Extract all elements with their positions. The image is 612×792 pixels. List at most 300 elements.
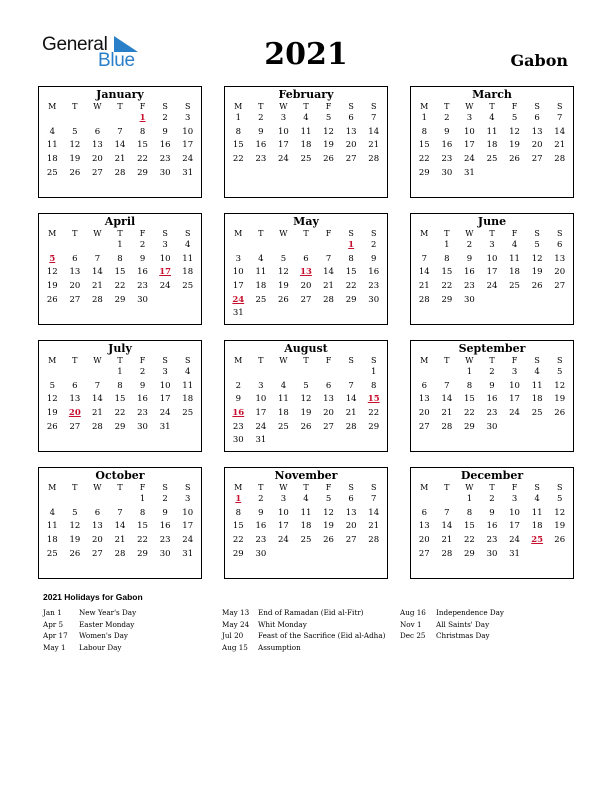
empty-day: [250, 366, 273, 380]
weekday-header: S: [348, 483, 354, 492]
weekday-header: M: [420, 483, 429, 492]
day: 1: [117, 367, 123, 377]
empty-day: [64, 112, 87, 126]
day: 31: [159, 421, 171, 432]
weekday-header: S: [556, 483, 563, 492]
day: 25: [46, 548, 58, 559]
day: 16: [255, 521, 267, 532]
weekday-header: S: [348, 102, 354, 111]
day: 23: [255, 535, 267, 546]
day: 19: [46, 408, 58, 419]
day: 18: [46, 154, 58, 165]
day: 27: [323, 421, 334, 432]
weekday-header: S: [184, 102, 191, 111]
holiday-name: New Year's Day: [79, 608, 137, 617]
day: 18: [182, 394, 194, 405]
day: 4: [184, 367, 191, 377]
day: 24: [159, 408, 171, 419]
day: 8: [117, 380, 123, 391]
day: 17: [464, 140, 475, 151]
day: 9: [370, 253, 377, 264]
day: 4: [534, 494, 540, 504]
day: 13: [554, 253, 566, 264]
weekday-header: M: [420, 229, 429, 238]
day: 21: [441, 535, 453, 546]
holiday-day: 25: [531, 535, 544, 546]
day: 30: [464, 294, 475, 305]
month-title: December: [460, 469, 524, 482]
day: 20: [345, 521, 357, 532]
day: 11: [182, 380, 194, 391]
day: 14: [345, 394, 357, 405]
day: 10: [159, 380, 171, 391]
day: 19: [69, 535, 81, 546]
weekday-header: S: [162, 483, 168, 492]
month-november: [224, 467, 388, 579]
day: 16: [137, 267, 148, 278]
day: 9: [489, 507, 495, 518]
day: 5: [325, 494, 332, 504]
day: 10: [486, 253, 498, 264]
weekday-header: S: [184, 356, 191, 365]
day: 5: [534, 240, 540, 250]
day: 3: [162, 240, 168, 250]
month-grid: [39, 482, 201, 563]
holiday-date: Nov 1: [400, 619, 422, 629]
day: 25: [182, 281, 194, 292]
holiday-day: 16: [232, 408, 245, 419]
day: 26: [69, 548, 81, 559]
day: 1: [139, 494, 146, 504]
day: 22: [464, 535, 475, 546]
month-january: [38, 86, 202, 198]
day: 29: [368, 421, 380, 432]
holiday-day: 1: [348, 240, 355, 250]
day: 9: [258, 507, 264, 518]
weekday-header: T: [72, 102, 78, 111]
day: 16: [441, 140, 453, 151]
day: 18: [46, 535, 58, 546]
day: 3: [258, 380, 264, 391]
day: 18: [182, 267, 194, 278]
day: 24: [182, 535, 194, 546]
day: 21: [345, 408, 357, 419]
empty-day: [413, 366, 436, 380]
day: 27: [69, 294, 81, 305]
weekday-header: T: [303, 229, 309, 238]
day: 9: [162, 126, 168, 137]
day: 15: [114, 394, 126, 405]
day: 29: [137, 548, 148, 559]
weekday-header: T: [489, 356, 495, 365]
day: 6: [94, 126, 101, 137]
day: 30: [159, 548, 171, 559]
day: 12: [300, 394, 312, 405]
day: 19: [46, 281, 58, 292]
day: 15: [418, 140, 430, 151]
month-grid: [225, 482, 387, 563]
day: 7: [117, 126, 123, 137]
day: 25: [531, 408, 543, 419]
day: 12: [278, 267, 289, 278]
empty-day: [272, 239, 295, 253]
day: 2: [370, 240, 377, 250]
day: 2: [162, 494, 168, 504]
day: 16: [159, 140, 171, 151]
day: 20: [323, 408, 334, 419]
weekday-header: W: [465, 229, 474, 238]
day: 4: [489, 113, 495, 123]
day: 14: [368, 507, 380, 518]
weekday-header: W: [279, 229, 288, 238]
day: 5: [303, 380, 309, 391]
month-august: [224, 340, 388, 452]
day: 29: [114, 421, 126, 432]
day: 2: [162, 113, 168, 123]
day: 24: [464, 154, 475, 165]
day: 26: [46, 294, 58, 305]
logo-text-blue: Blue: [98, 50, 135, 71]
day: 16: [486, 394, 498, 405]
day: 10: [464, 126, 475, 137]
day: 14: [441, 394, 453, 405]
day: 26: [300, 421, 312, 432]
day: 3: [466, 113, 473, 123]
day: 11: [182, 253, 194, 264]
weekday-header: T: [258, 356, 264, 365]
day: 28: [92, 294, 103, 305]
month-grid: [225, 355, 387, 450]
day: 11: [300, 507, 312, 518]
day: 18: [255, 281, 267, 292]
weekday-header: F: [325, 483, 332, 492]
weekday-header: T: [444, 356, 450, 365]
day: 10: [159, 253, 171, 264]
day: 27: [531, 154, 543, 165]
day: 16: [137, 394, 148, 405]
month-title: August: [284, 342, 328, 355]
day: 6: [94, 507, 101, 518]
day: 8: [421, 126, 427, 137]
day: 24: [255, 421, 267, 432]
day: 10: [182, 507, 194, 518]
weekday-header: T: [117, 229, 123, 238]
day: 9: [444, 126, 450, 137]
day: 1: [235, 113, 241, 123]
day: 28: [114, 548, 126, 559]
holiday-date: Jul 20: [222, 631, 244, 641]
day: 28: [554, 154, 566, 165]
day: 29: [464, 421, 475, 432]
day: 13: [92, 521, 103, 532]
month-title: September: [458, 342, 526, 355]
day: 7: [348, 380, 354, 391]
day: 28: [441, 548, 453, 559]
day: 7: [421, 253, 427, 264]
day: 3: [511, 367, 518, 377]
day: 27: [418, 421, 430, 432]
day: 30: [137, 421, 148, 432]
weekday-header: F: [139, 102, 146, 111]
day: 8: [348, 253, 354, 264]
weekday-header: W: [93, 356, 102, 365]
day: 4: [280, 380, 287, 391]
day: 14: [114, 140, 126, 151]
empty-day: [41, 366, 64, 380]
holiday-date: May 13: [222, 608, 250, 617]
day: 26: [531, 281, 543, 292]
day: 10: [232, 267, 244, 278]
day: 28: [441, 421, 453, 432]
day: 23: [368, 281, 380, 292]
weekday-header: T: [258, 102, 264, 111]
day: 17: [278, 140, 289, 151]
day: 26: [69, 167, 81, 178]
holiday-name: Easter Monday: [79, 619, 135, 629]
day: 29: [345, 294, 357, 305]
day: 17: [486, 267, 498, 278]
day: 19: [323, 140, 334, 151]
holiday-name: Labour Day: [79, 643, 122, 653]
weekday-header: M: [48, 483, 57, 492]
day: 12: [554, 507, 566, 518]
day: 4: [184, 240, 191, 250]
day: 21: [441, 408, 453, 419]
day: 7: [325, 253, 332, 264]
day: 26: [323, 154, 334, 165]
day: 29: [232, 548, 244, 559]
day: 26: [323, 535, 334, 546]
month-title: February: [278, 88, 334, 101]
weekday-header: F: [139, 229, 146, 238]
weekday-header: F: [325, 356, 332, 365]
day: 28: [368, 535, 380, 546]
day: 15: [232, 521, 244, 532]
day: 31: [182, 548, 194, 559]
day: 3: [184, 113, 191, 123]
day: 13: [92, 140, 103, 151]
holiday-date: Aug 15: [222, 643, 248, 653]
month-grid: [411, 482, 573, 563]
day: 28: [345, 421, 357, 432]
day: 16: [159, 521, 171, 532]
empty-day: [295, 239, 318, 253]
month-february: [224, 86, 388, 198]
weekday-header: F: [325, 102, 332, 111]
day: 11: [46, 521, 58, 532]
day: 5: [325, 113, 332, 123]
day: 1: [444, 240, 450, 250]
day: 15: [464, 521, 475, 532]
holiday-day: 20: [68, 408, 81, 419]
weekday-header: F: [511, 102, 518, 111]
empty-day: [41, 493, 64, 507]
day: 30: [137, 294, 148, 305]
day: 4: [303, 113, 309, 123]
holiday-date: May 24: [222, 619, 250, 629]
holiday-name: Assumption: [258, 643, 301, 653]
weekday-header: W: [93, 102, 102, 111]
weekday-header: S: [556, 102, 563, 111]
weekday-header: S: [348, 229, 354, 238]
day: 27: [418, 548, 430, 559]
day: 29: [114, 294, 126, 305]
day: 11: [46, 140, 58, 151]
holiday-day: 1: [139, 113, 146, 123]
empty-day: [64, 366, 87, 380]
month-title: April: [104, 215, 136, 228]
day: 13: [345, 507, 357, 518]
day: 20: [300, 281, 312, 292]
day: 15: [345, 267, 357, 278]
weekday-header: S: [348, 356, 354, 365]
weekday-header: T: [72, 356, 78, 365]
day: 21: [92, 281, 103, 292]
day: 26: [278, 294, 289, 305]
day: 9: [139, 253, 146, 264]
day: 6: [534, 113, 540, 123]
empty-day: [227, 239, 250, 253]
weekday-header: T: [72, 483, 78, 492]
day: 29: [418, 167, 430, 178]
day: 2: [489, 494, 495, 504]
weekday-header: F: [325, 229, 332, 238]
holiday-day: 15: [367, 394, 380, 405]
weekday-header: S: [556, 229, 563, 238]
day: 11: [278, 394, 289, 405]
day: 30: [368, 294, 380, 305]
day: 30: [232, 435, 244, 446]
empty-day: [317, 366, 340, 380]
empty-day: [109, 493, 132, 507]
weekday-header: S: [162, 229, 168, 238]
holiday-name: Women's Day: [79, 631, 128, 641]
day: 24: [509, 535, 520, 546]
day: 12: [46, 394, 58, 405]
day: 20: [418, 535, 430, 546]
day: 26: [46, 421, 58, 432]
day: 7: [444, 380, 450, 391]
weekday-header: W: [465, 102, 474, 111]
calendar-year: 2021: [264, 37, 348, 72]
month-title: March: [472, 88, 512, 101]
weekday-header: W: [93, 229, 102, 238]
empty-day: [86, 366, 109, 380]
day: 18: [531, 394, 543, 405]
month-october: [38, 467, 202, 579]
day: 22: [137, 154, 148, 165]
day: 29: [137, 167, 148, 178]
day: 16: [464, 267, 475, 278]
day: 11: [255, 267, 267, 278]
day: 30: [441, 167, 453, 178]
day: 20: [92, 535, 103, 546]
day: 12: [323, 126, 334, 137]
weekday-header: M: [420, 102, 429, 111]
day: 15: [232, 140, 244, 151]
empty-day: [413, 493, 436, 507]
holiday-name: All Saints' Day: [436, 619, 490, 629]
day: 24: [159, 281, 171, 292]
day: 5: [556, 494, 563, 504]
day: 15: [464, 394, 475, 405]
day: 5: [72, 126, 78, 137]
day: 22: [232, 154, 244, 165]
empty-day: [41, 239, 64, 253]
holiday-name: Feast of the Sacrifice (Eid al-Adha): [258, 631, 386, 641]
weekday-header: M: [48, 229, 57, 238]
day: 1: [370, 367, 377, 377]
holiday-name: Independence Day: [436, 608, 504, 617]
day: 25: [300, 535, 312, 546]
day: 19: [554, 521, 566, 532]
holiday-name: Christmas Day: [436, 631, 490, 641]
weekday-header: W: [465, 356, 474, 365]
day: 20: [92, 154, 103, 165]
day: 12: [69, 140, 81, 151]
day: 25: [300, 154, 312, 165]
month-grid: [39, 355, 201, 436]
holiday-date: Apr 17: [43, 631, 68, 641]
day: 25: [278, 421, 289, 432]
weekday-header: S: [534, 483, 540, 492]
holiday-date: May 1: [43, 643, 66, 653]
weekday-header: M: [48, 102, 57, 111]
day: 23: [255, 154, 267, 165]
day: 31: [464, 167, 475, 178]
day: 21: [323, 281, 334, 292]
weekday-header: S: [184, 229, 191, 238]
day: 22: [232, 535, 244, 546]
day: 21: [368, 521, 380, 532]
day: 19: [278, 281, 289, 292]
day: 9: [162, 507, 168, 518]
weekday-header: T: [258, 229, 264, 238]
day: 18: [278, 408, 289, 419]
day: 23: [441, 154, 453, 165]
weekday-header: M: [234, 356, 243, 365]
day: 25: [509, 281, 520, 292]
day: 2: [466, 240, 473, 250]
day: 27: [345, 154, 357, 165]
weekday-header: W: [279, 102, 288, 111]
day: 4: [258, 253, 264, 264]
weekday-header: F: [139, 483, 146, 492]
empty-day: [436, 493, 459, 507]
day: 21: [114, 535, 126, 546]
weekday-header: S: [162, 102, 168, 111]
month-grid: [411, 101, 573, 182]
day: 8: [117, 253, 123, 264]
weekday-header: S: [370, 356, 377, 365]
day: 23: [486, 408, 498, 419]
weekday-header: F: [511, 356, 518, 365]
day: 24: [486, 281, 498, 292]
day: 3: [280, 494, 287, 504]
day: 23: [486, 535, 498, 546]
day: 19: [531, 267, 543, 278]
day: 3: [489, 240, 495, 250]
day: 10: [509, 380, 520, 391]
day: 15: [137, 521, 148, 532]
empty-day: [64, 239, 87, 253]
day: 16: [486, 521, 498, 532]
day: 7: [556, 113, 563, 123]
day: 21: [114, 154, 126, 165]
day: 14: [323, 267, 334, 278]
day: 17: [278, 521, 289, 532]
day: 30: [486, 421, 498, 432]
